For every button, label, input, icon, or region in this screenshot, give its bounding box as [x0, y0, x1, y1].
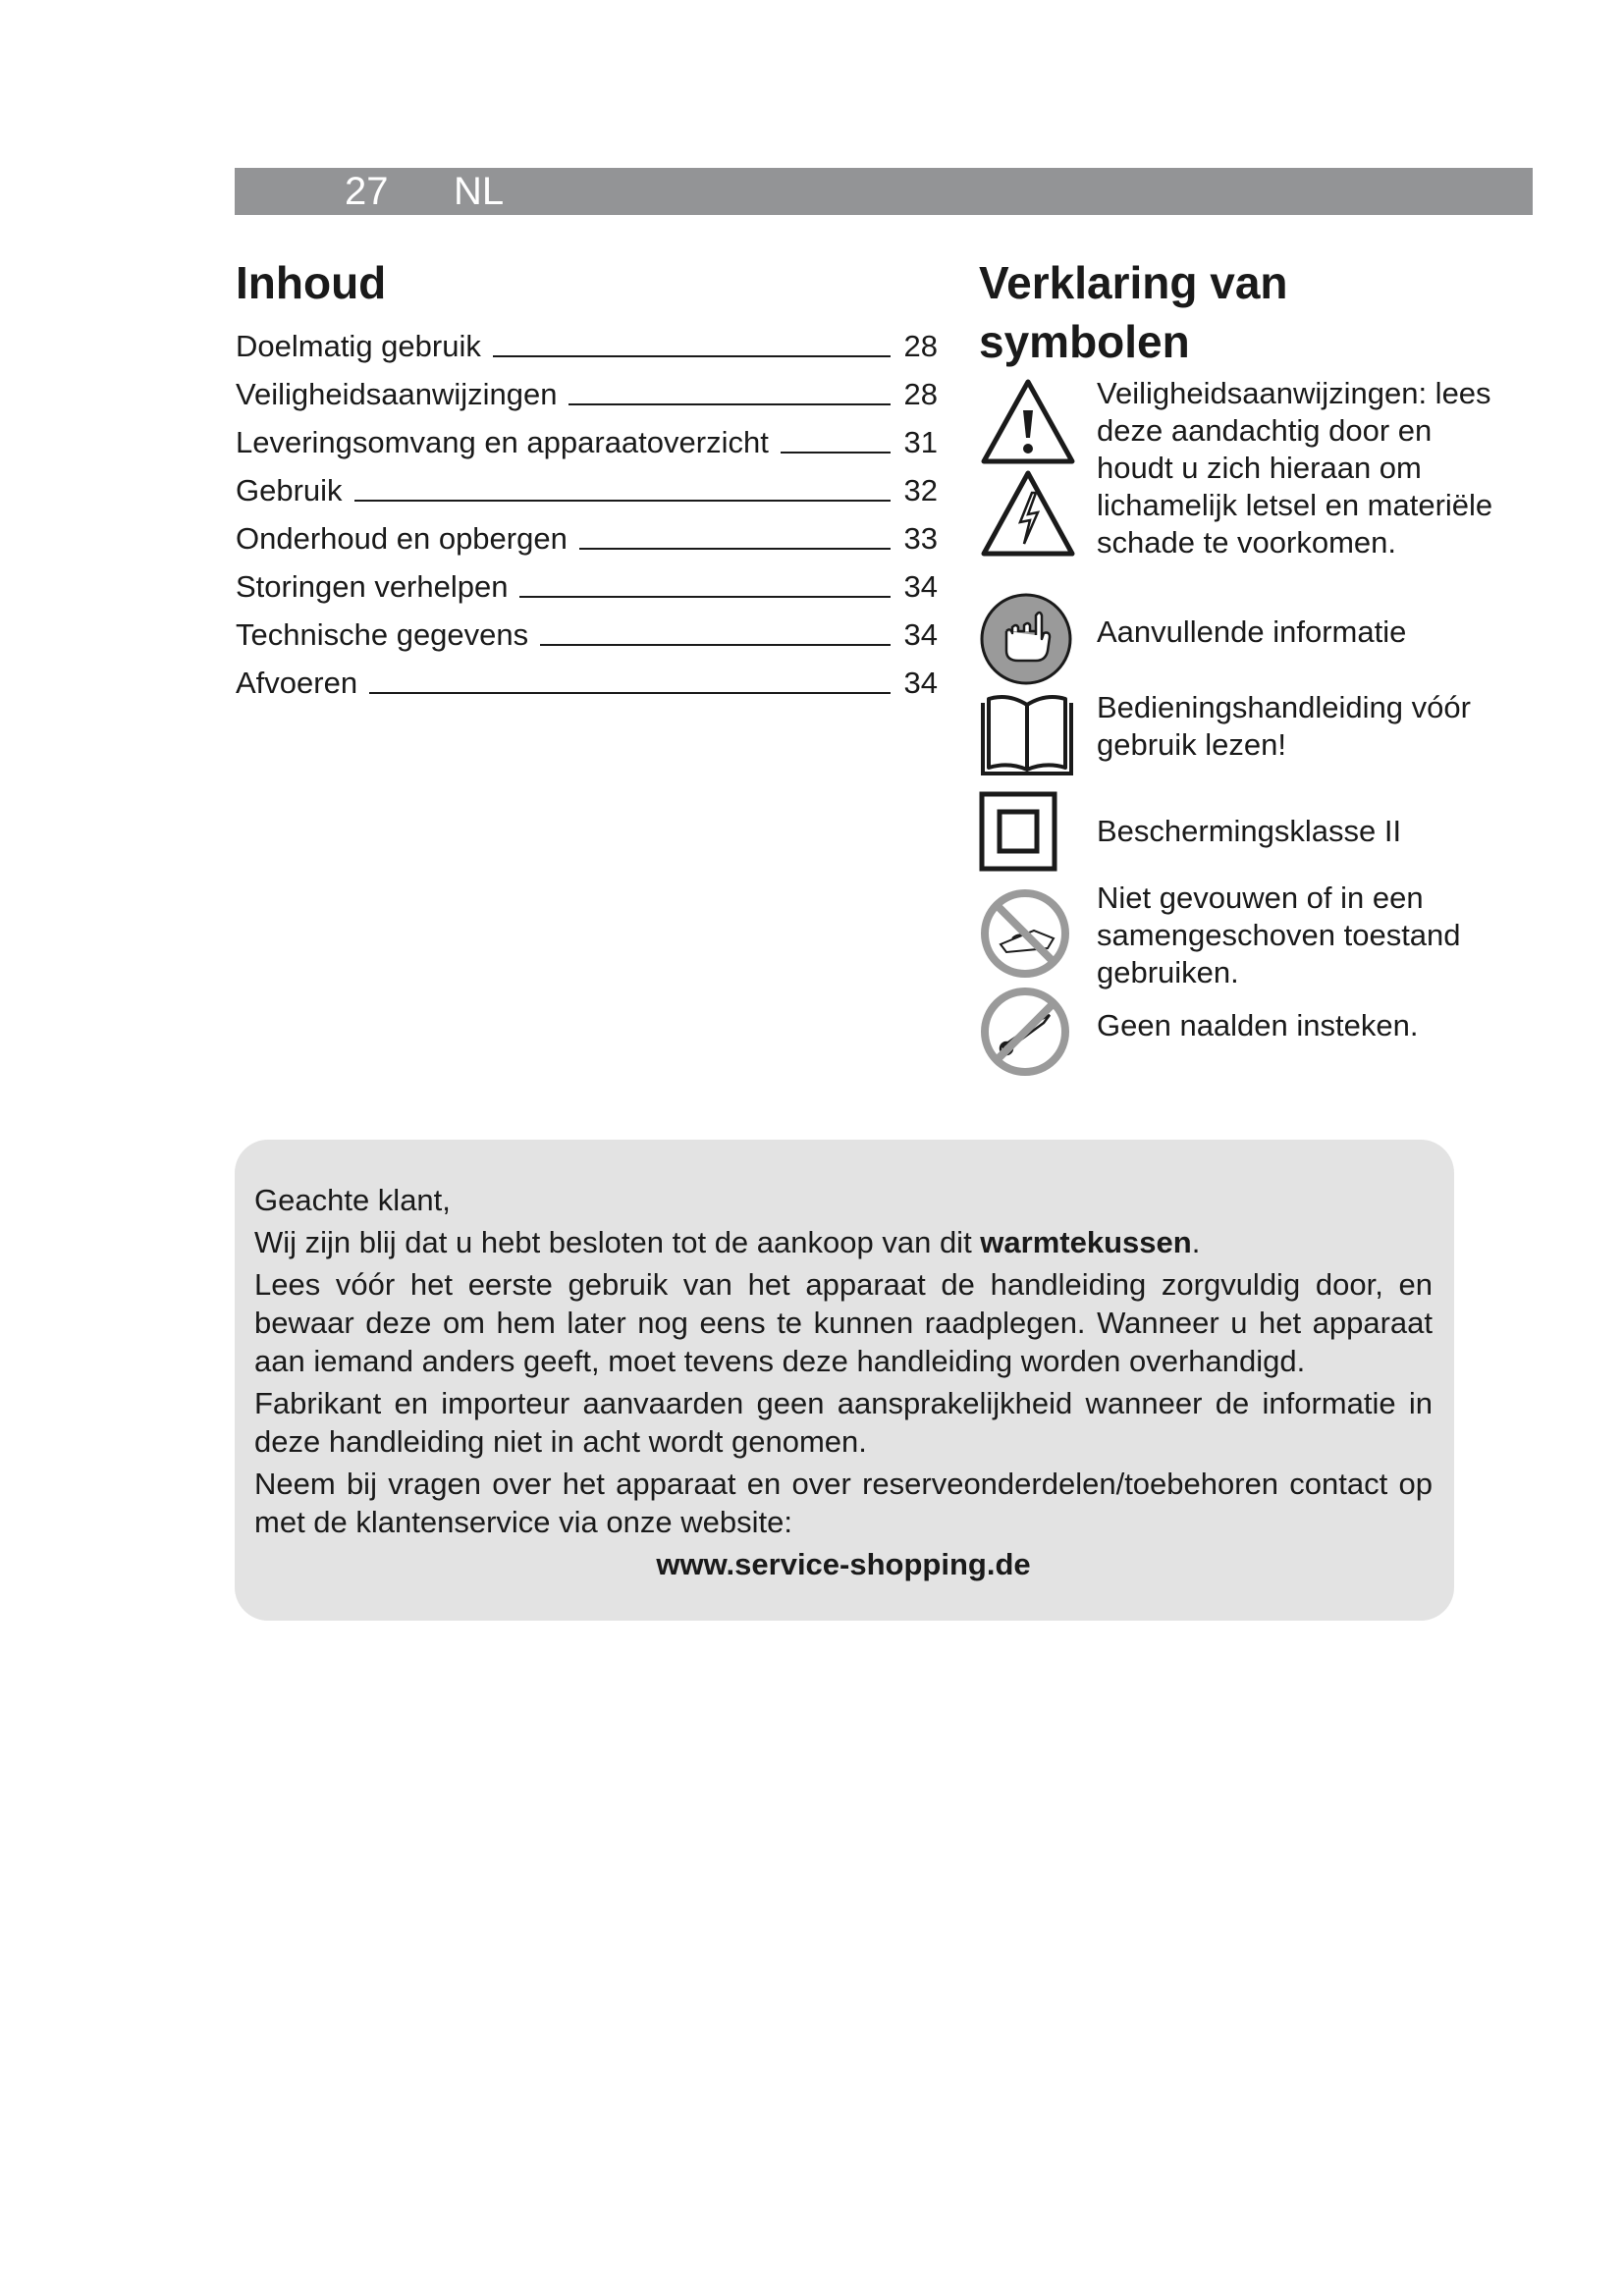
symbol-text-no-needles: Geen naalden insteken.: [1097, 1008, 1419, 1042]
symbol-text-protection: Beschermingsklasse II: [1097, 814, 1402, 848]
toc-leader-line: [579, 548, 891, 550]
symbol-row-safety: [979, 375, 1509, 571]
page-number: 27: [345, 170, 389, 213]
notice-product-name: warmtekussen: [980, 1225, 1192, 1259]
symbol-row-no-folding: [979, 880, 1509, 988]
notice-intro-suffix: .: [1191, 1225, 1201, 1259]
symbol-text-manual: Bedieningshandleiding vóór gebruik lezen!: [1097, 690, 1471, 762]
symbol-row-protection: [979, 791, 1509, 876]
toc-leader-line: [354, 500, 891, 502]
toc-item[interactable]: [236, 364, 938, 412]
header-bar: [235, 168, 1533, 215]
toc-item-page: 33: [903, 521, 938, 556]
hand-info-icon: [979, 592, 1073, 686]
notice-greeting: Geachte klant,: [254, 1183, 451, 1217]
toc-leader-line: [568, 403, 891, 405]
symbol-row-manual: [979, 685, 1509, 783]
toc-item-label: Veiligheidsaanwijzingen: [236, 377, 558, 411]
symbol-row-info: [979, 592, 1509, 686]
symbol-row-no-needles: [979, 986, 1509, 1084]
toc-leader-line: [540, 644, 891, 646]
open-book-icon: [979, 693, 1075, 779]
symbols-title: [979, 253, 1509, 371]
notice-intro-prefix: Wij zijn blij dat u hebt besloten tot de aankoop van dit: [254, 1225, 981, 1259]
toc-item[interactable]: [236, 508, 938, 557]
toc-item[interactable]: [236, 557, 938, 605]
toc-item-page: 28: [903, 329, 938, 363]
notice-paragraph-3: Neem bij vragen over het apparaat en over reserveonderdelen/toebehoren contact op met de klantenservice via onze website:: [254, 1467, 1433, 1539]
customer-notice-box: [235, 1140, 1454, 1621]
language-code: NL: [454, 170, 505, 213]
toc-item[interactable]: [236, 412, 938, 460]
toc-item[interactable]: [236, 605, 938, 653]
toc-list: [236, 316, 938, 701]
toc-item-page: 34: [903, 569, 938, 604]
toc-leader-line: [781, 452, 891, 454]
protection-class-ii-icon: [979, 791, 1057, 872]
toc-item-page: 28: [903, 377, 938, 411]
warning-triangle-icon: [979, 377, 1077, 560]
toc-item[interactable]: [236, 316, 938, 364]
no-needles-icon: [979, 986, 1071, 1078]
toc-title: Inhoud: [236, 257, 387, 308]
toc-item-label: Gebruik: [236, 473, 343, 507]
symbols-section: [979, 253, 1509, 1042]
symbol-text-no-folding: Niet gevouwen of in een samengeschoven toestand gebruiken.: [1097, 881, 1461, 989]
service-website-link[interactable]: www.service-shopping.de: [656, 1547, 1031, 1581]
toc-item[interactable]: [236, 460, 938, 508]
toc-item-label: Leveringsomvang en apparaatoverzicht: [236, 425, 769, 459]
notice-paragraph-1: Lees vóór het eerste gebruik van het apparaat de handleiding zorgvuldig door, en bewaar deze om hem later nog eens te kunnen raadplegen. Wanneer u het apparaat aan iemand anders geeft, moet tevens deze handleiding worden overhandigd.: [254, 1267, 1433, 1378]
toc-item-label: Storingen verhelpen: [236, 569, 509, 604]
toc-item-label: Afvoeren: [236, 666, 358, 700]
toc-item-label: Technische gegevens: [236, 617, 529, 652]
notice-intro: [254, 1223, 1433, 1261]
symbol-text-info: Aanvullende informatie: [1097, 614, 1407, 649]
toc-item-label: Onderhoud en opbergen: [236, 521, 568, 556]
no-folding-icon: [979, 887, 1071, 980]
table-of-contents: [236, 253, 938, 701]
toc-leader-line: [369, 692, 891, 694]
symbols-title-line2: symbolen: [979, 316, 1190, 367]
toc-item-page: 34: [903, 617, 938, 652]
toc-leader-line: [519, 596, 891, 598]
toc-item-page: 31: [903, 425, 938, 459]
toc-item-label: Doelmatig gebruik: [236, 329, 481, 363]
toc-item-page: 32: [903, 473, 938, 507]
toc-item-page: 34: [903, 666, 938, 700]
toc-leader-line: [493, 355, 891, 357]
symbols-title-line1: Verklaring van: [979, 257, 1288, 308]
notice-paragraph-2: Fabrikant en importeur aanvaarden geen aansprakelijkheid wanneer de informatie in deze handleiding niet in acht wordt genomen.: [254, 1386, 1433, 1459]
toc-item[interactable]: [236, 653, 938, 701]
symbol-text-safety: Veiligheidsaanwijzingen: lees deze aandachtig door en houdt u zich hieraan om lichamelijk letsel en materiële schade te voorkomen.: [1097, 376, 1493, 560]
